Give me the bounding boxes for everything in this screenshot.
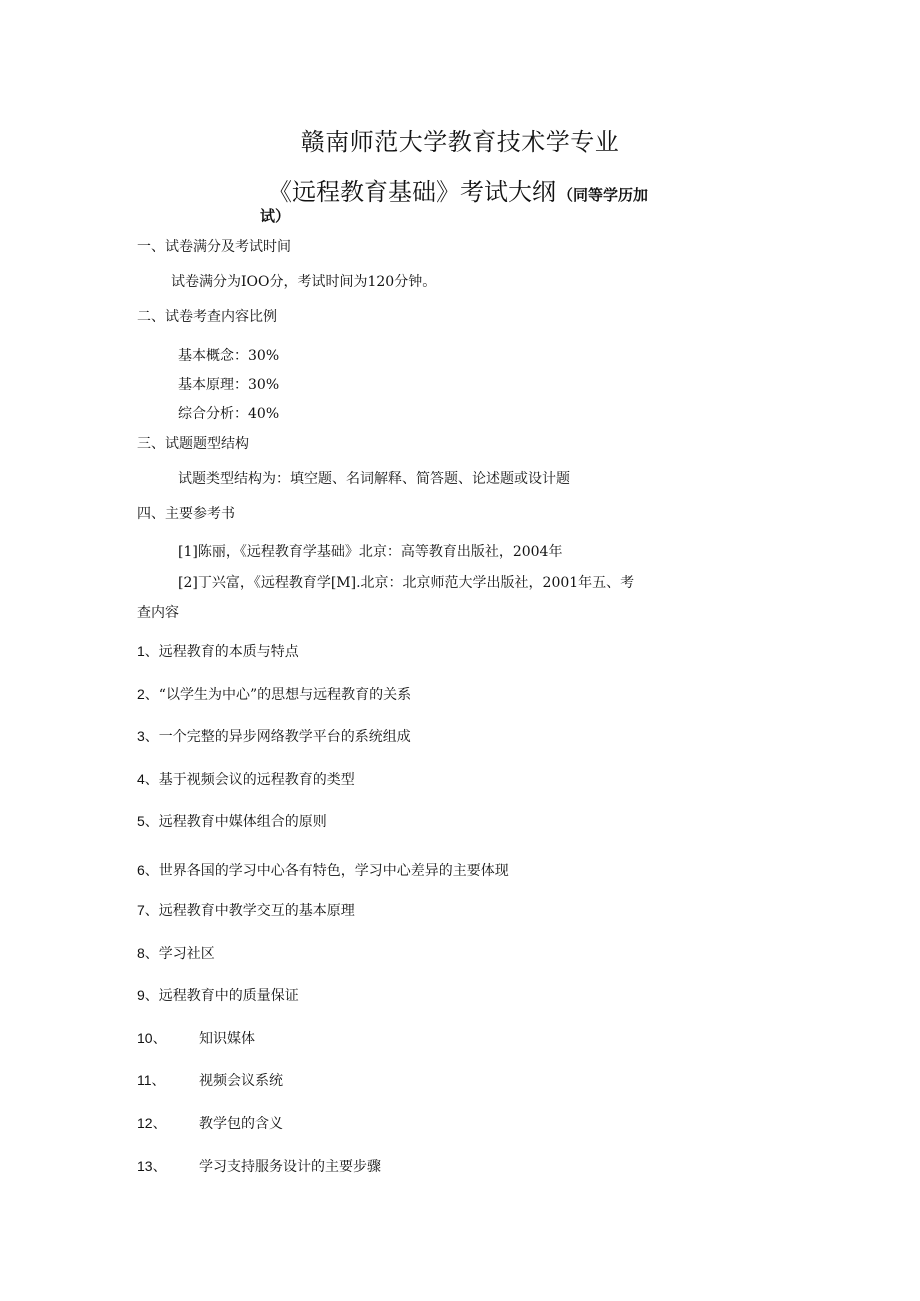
- document-title-main: 《远程教育基础》考试大纲: [268, 178, 556, 206]
- ratio-line: 基本概念：30%: [178, 348, 280, 364]
- ratio-line: 综合分析：40%: [178, 406, 280, 422]
- section-heading-3: 三、试题题型结构: [137, 436, 249, 452]
- document-title-line1: 赣南师范大学教育技术学专业: [300, 128, 620, 156]
- section-5-heading-continuation: 查内容: [137, 605, 179, 621]
- content-item: 2、“以学生为中心”的思想与远程教育的关系: [137, 686, 412, 703]
- document-title-subtitle: （同等学历加: [558, 186, 649, 204]
- content-item: 5、远程教育中媒体组合的原则: [137, 813, 327, 830]
- content-item: 8、学习社区: [137, 945, 215, 962]
- section-1-text: 试卷满分为IOO分，考试时间为120分钟。: [171, 274, 437, 290]
- content-item: 9、远程教育中的质量保证: [137, 987, 299, 1004]
- content-item: 6、世界各国的学习中心各有特色，学习中心差异的主要体现: [137, 862, 509, 879]
- reference-item: [1]陈丽，《远程教育学基础》北京：高等教育出版社，2004年: [178, 544, 563, 560]
- content-item: 13、 学习支持服务设计的主要步骤: [137, 1158, 381, 1175]
- content-item: 12、 教学包的含义: [137, 1115, 283, 1132]
- ratio-line: 基本原理：30%: [178, 377, 280, 393]
- reference-item: [2]丁兴富，《远程教育学[M].北京：北京师范大学出版社，2001年五、考: [178, 575, 635, 591]
- section-3-text: 试题类型结构为：填空题、名词解释、简答题、论述题或设计题: [178, 471, 570, 487]
- content-item: 7、远程教育中教学交互的基本原理: [137, 902, 355, 919]
- content-item: 10、 知识媒体: [137, 1030, 255, 1047]
- content-item: 11、 视频会议系统: [137, 1072, 283, 1089]
- content-item: 3、一个完整的异步网络教学平台的系统组成: [137, 728, 411, 745]
- content-item: 1、远程教育的本质与特点: [137, 643, 299, 660]
- content-item: 4、基于视频会议的远程教育的类型: [137, 771, 355, 788]
- section-heading-1: 一、试卷满分及考试时间: [137, 239, 291, 255]
- document-title-line2: [268, 172, 648, 207]
- section-heading-2: 二、试卷考查内容比例: [137, 309, 277, 325]
- section-heading-4: 四、主要参考书: [137, 506, 235, 522]
- document-title-tail: 试）: [260, 207, 291, 225]
